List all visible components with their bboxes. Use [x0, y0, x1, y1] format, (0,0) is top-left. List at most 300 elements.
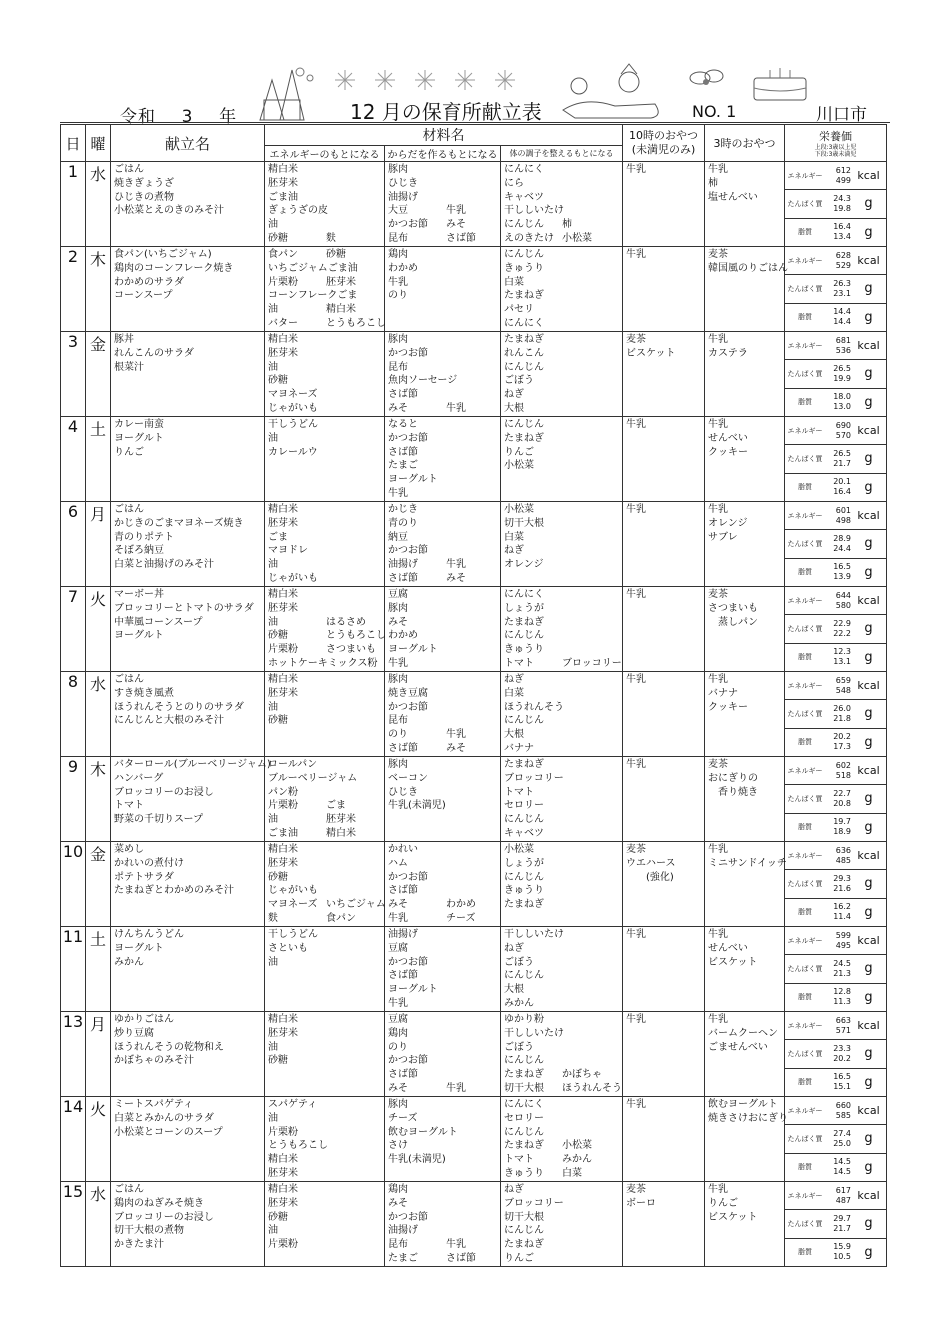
ingredient: しょうが	[504, 602, 544, 614]
ingredient: にんじん	[504, 219, 544, 231]
ingredient-line	[268, 333, 382, 347]
ingredient: みそ	[388, 1082, 408, 1094]
ingredient: かつお節	[388, 956, 428, 968]
dish-cell	[111, 162, 265, 247]
ingredient: ごま	[337, 290, 358, 302]
snack-line	[708, 673, 782, 687]
nutrition-cell	[785, 1097, 887, 1182]
fat-value-lower: 14.5	[833, 1167, 852, 1177]
snack-line	[708, 432, 782, 446]
ingredient	[562, 728, 620, 742]
condition-foods-list	[501, 502, 622, 586]
protein-value-lower: 19.9	[833, 373, 852, 383]
ingredient: ベーコン	[388, 772, 428, 784]
ingredient: 豚肉	[388, 1099, 408, 1110]
ingredient	[326, 544, 382, 558]
fat-values	[825, 647, 851, 667]
ingredient-line	[504, 503, 620, 517]
energy-label: エネルギー	[787, 1021, 823, 1030]
ingredient-line	[388, 218, 498, 232]
day-row	[61, 587, 887, 672]
ingredient: ブルーベリージャム	[268, 772, 358, 784]
ingredient-line	[388, 629, 498, 643]
ingredient: 柿	[562, 219, 572, 231]
ingredient-line	[504, 163, 620, 177]
dish-line	[114, 503, 262, 517]
ingredient-line	[504, 177, 620, 191]
ingredient: 牛乳(未満児)	[388, 1154, 446, 1166]
nutrition-box	[785, 247, 886, 331]
ingredient-line	[504, 843, 620, 857]
energy-value-upper: 644	[835, 590, 852, 600]
protein-value-upper: 22.9	[833, 618, 852, 628]
ingredient: 大根	[504, 729, 524, 741]
ingredient	[446, 857, 498, 871]
dish-name: 炒り豆腐	[114, 1027, 154, 1039]
ingredient: さば節	[388, 389, 418, 401]
ingredient	[562, 276, 620, 290]
ingredient: さば節	[446, 232, 476, 244]
fat-values	[825, 1242, 851, 1262]
ingredient-line	[388, 728, 498, 742]
ingredient	[562, 418, 620, 432]
snack-line	[626, 758, 702, 772]
ingredient	[326, 558, 382, 572]
ingredient-line	[268, 1224, 382, 1238]
ingredient-line	[388, 248, 498, 262]
fat-value-upper: 12.8	[833, 987, 852, 997]
condition-foods-list	[501, 417, 622, 501]
ingredient	[446, 177, 498, 191]
dish-line	[114, 1224, 262, 1238]
ingredient: 昆布	[388, 1239, 408, 1251]
dish-name: かぼちゃのみそ汁	[114, 1055, 194, 1067]
snack-item: クッキー	[708, 701, 749, 713]
protein-value-lower: 21.7	[833, 1223, 852, 1233]
dish-line	[114, 544, 262, 558]
dish-name	[114, 317, 262, 331]
ingredient: きゅうり	[504, 885, 544, 897]
fat-value-lower: 14.4	[833, 317, 852, 327]
ingredient-line	[504, 643, 620, 657]
ingredient-line	[388, 163, 498, 177]
ingredient: にんじん	[504, 1055, 544, 1067]
snack-line	[708, 1211, 782, 1225]
snack-line	[708, 1027, 782, 1041]
ingredient-line	[268, 616, 382, 630]
dish-line	[114, 687, 262, 701]
ingredient: 油	[268, 304, 278, 316]
snack-item: 牛乳	[708, 1014, 729, 1025]
dish-name: ほうれんそうの乾物和え	[114, 1041, 224, 1053]
snack3-list	[705, 417, 784, 459]
ingredient	[562, 347, 620, 361]
ingredient: 牛乳	[388, 657, 408, 669]
dish-name	[114, 218, 262, 232]
protein-value-upper: 26.5	[833, 448, 852, 458]
ingredient: 片栗粉	[268, 276, 298, 288]
dish-name: ブロッコリーのお浸し	[114, 1211, 214, 1223]
snack-item: ビスケット	[708, 1211, 758, 1223]
snack-line	[626, 857, 702, 871]
ingredient-line	[268, 857, 382, 871]
ingredient: しょうが	[504, 857, 544, 869]
ingredient-line	[388, 1013, 498, 1027]
ingredient	[326, 388, 382, 402]
ingredient: にんにく	[504, 317, 544, 329]
ingredient-line	[388, 503, 498, 517]
energy-row	[785, 502, 886, 530]
protein-value-lower: 22.2	[833, 628, 852, 638]
ingredient	[268, 1252, 326, 1266]
ingredient-line	[388, 517, 498, 531]
snack-line	[708, 503, 782, 517]
ingredient-line	[268, 1153, 382, 1167]
ingredient-line	[268, 1098, 382, 1112]
ingredient	[326, 997, 382, 1011]
ingredient-line	[388, 432, 498, 446]
fat-value-lower: 13.4	[833, 232, 852, 242]
energy-foods-cell	[265, 162, 385, 247]
energy-foods-cell	[265, 927, 385, 1012]
dish-name: 焼きぎょうざ	[114, 177, 174, 189]
ingredient: 小松菜	[562, 1140, 592, 1152]
snack-line	[708, 418, 782, 432]
snack-item: 牛乳	[708, 334, 729, 345]
day-number-cell	[61, 927, 86, 1012]
ingredient: 豚肉	[388, 164, 408, 175]
body-foods-list	[385, 332, 500, 416]
ingredient-line	[504, 742, 620, 756]
ingredient	[446, 786, 498, 800]
ingredient	[326, 432, 382, 446]
ingredient: じゃがいも	[268, 885, 318, 897]
snack10-label: 10時のおやつ	[629, 129, 699, 142]
ingredient	[326, 1098, 382, 1112]
ingredient: のり	[388, 290, 408, 302]
ingredient	[268, 997, 326, 1011]
ingredient-line	[268, 714, 382, 728]
ingredient-line	[388, 643, 498, 657]
ingredient-line	[504, 248, 620, 262]
ingredient-line	[388, 572, 498, 586]
ingredient	[326, 361, 382, 375]
ingredient-line	[268, 531, 382, 545]
ingredient	[446, 997, 498, 1011]
ingredient	[326, 1167, 382, 1181]
ingredient: 青のり	[388, 517, 418, 529]
dish-line	[114, 928, 262, 942]
col-header-condition-foods: 体の調子を整えるもとになる	[501, 146, 623, 162]
ingredient: 豆腐	[388, 1014, 408, 1025]
fat-value-lower: 17.3	[833, 742, 852, 752]
ingredient	[268, 983, 326, 997]
snack-item: (強化)	[626, 871, 674, 883]
ingredient	[326, 728, 382, 742]
fat-value-lower: 10.5	[833, 1252, 852, 1262]
energy-values	[825, 676, 851, 696]
snack-item: カステラ	[708, 347, 748, 359]
ingredient	[562, 602, 620, 616]
protein-value-upper: 23.3	[833, 1043, 852, 1053]
ingredient	[446, 432, 498, 446]
snack-item: クッキー	[708, 446, 749, 458]
protein-value-upper: 26.0	[833, 703, 852, 713]
dish-name: みかん	[114, 956, 144, 968]
ingredient	[326, 786, 382, 800]
snack-item: ボーロ	[626, 1197, 657, 1209]
ingredient-line	[504, 1139, 620, 1153]
dish-name: すき焼き風煮	[114, 687, 174, 699]
ingredient	[562, 616, 620, 630]
dish-line	[114, 163, 262, 177]
snack10-list	[623, 927, 704, 942]
ingredient-line	[268, 572, 382, 586]
dish-list	[111, 757, 271, 841]
day-row	[61, 162, 887, 247]
nutrition-cell	[785, 332, 887, 417]
ingredient-line	[268, 262, 382, 276]
ingredient	[326, 572, 382, 586]
dish-line	[114, 418, 262, 432]
dish-list	[111, 1182, 264, 1266]
dish-name: ヨーグルト	[114, 432, 164, 444]
snack-item: ウエハース	[626, 857, 676, 869]
ingredient	[562, 884, 620, 898]
ingredient	[268, 1082, 326, 1096]
day-row	[61, 502, 887, 587]
ingredient: 豚肉	[388, 334, 408, 345]
condition-foods-list	[501, 1097, 622, 1181]
ingredient-line	[504, 1041, 620, 1055]
ingredient: 油揚げ	[388, 929, 418, 940]
energy-value-lower: 487	[835, 1195, 852, 1205]
ingredient	[562, 374, 620, 388]
snack3-cell	[705, 672, 785, 757]
energy-label: エネルギー	[787, 936, 823, 945]
fat-label: 脂質	[798, 823, 813, 832]
dish-name	[114, 742, 262, 756]
day-row	[61, 1182, 887, 1267]
dish-cell	[111, 757, 271, 842]
day-number: 7	[67, 587, 79, 606]
ingredient-line	[388, 402, 498, 416]
ingredient: トマト	[504, 1154, 534, 1166]
fat-value-lower: 13.1	[833, 657, 852, 667]
condition-foods-cell	[501, 842, 623, 927]
ingredient-line	[504, 1112, 620, 1126]
ingredient-line	[388, 276, 498, 290]
ingredient-line	[388, 912, 498, 926]
snack3-list	[705, 587, 784, 629]
ingredient: セロリー	[504, 800, 544, 812]
dish-line	[114, 572, 262, 586]
day-number: 14	[62, 1097, 84, 1116]
day-number-cell	[61, 417, 86, 502]
ingredient	[446, 262, 498, 276]
protein-row	[785, 1040, 886, 1068]
fat-unit: g	[864, 989, 873, 1005]
body-foods-cell	[385, 502, 501, 587]
energy-foods-cell	[265, 1012, 385, 1097]
ingredient	[504, 487, 562, 501]
snack3-cell	[705, 1012, 785, 1097]
dish-line	[114, 218, 262, 232]
protein-values	[825, 704, 851, 724]
ingredient: 胚芽米	[268, 1167, 298, 1179]
ingredient: 麩	[268, 912, 278, 924]
ingredient	[562, 262, 620, 276]
ingredient-line	[268, 459, 382, 473]
weekday: 金	[89, 335, 106, 354]
fat-row	[785, 984, 886, 1011]
ingredient-line	[504, 418, 620, 432]
dish-cell	[111, 247, 265, 332]
energy-foods-list	[265, 162, 384, 246]
ingredient	[357, 772, 382, 786]
ingredient: みそ	[446, 219, 466, 231]
ingredient	[326, 1013, 382, 1027]
weekday: 土	[89, 420, 106, 439]
protein-value-lower: 21.6	[833, 883, 852, 893]
snack-line	[708, 1013, 782, 1027]
snack-line	[626, 928, 702, 942]
nutrition-cell	[785, 1182, 887, 1267]
ingredient: 砂糖	[268, 232, 288, 244]
snack-line	[708, 1112, 789, 1126]
snack10-cell	[623, 757, 705, 842]
fat-values	[825, 222, 851, 242]
ingredient	[446, 616, 498, 630]
ingredient	[446, 459, 498, 473]
condition-foods-list	[501, 332, 622, 416]
ingredient-line	[504, 786, 620, 800]
ingredient: 砂糖	[268, 871, 288, 883]
snack10-cell	[623, 162, 705, 247]
ingredient: とうもろこし	[326, 630, 386, 642]
body-foods-list	[385, 1012, 500, 1096]
snack10-cell	[623, 927, 705, 1012]
ingredient: さば節	[388, 446, 418, 458]
protein-value-lower: 20.2	[833, 1053, 852, 1063]
energy-value-upper: 660	[835, 1100, 852, 1110]
dish-line	[114, 912, 262, 926]
ingredient: にんじん	[504, 871, 544, 883]
ingredient	[446, 1054, 498, 1068]
nutrition-box	[785, 417, 886, 501]
ingredient: きゅうり	[504, 262, 544, 274]
snack-line	[708, 262, 789, 276]
ingredient-line	[504, 1224, 620, 1238]
snack10-cell	[623, 842, 705, 927]
dish-name	[114, 969, 262, 983]
ingredient-line	[388, 1112, 498, 1126]
ingredient: たまご	[388, 1252, 418, 1264]
snack-item: 牛乳	[708, 504, 729, 515]
energy-values	[825, 846, 851, 866]
nutrition-cell	[785, 757, 887, 842]
snack-line	[626, 248, 702, 262]
energy-unit: kcal	[857, 339, 880, 353]
ingredient: 油	[268, 1041, 278, 1053]
ingredient	[446, 248, 498, 262]
dish-line	[114, 843, 262, 857]
fat-row	[785, 1154, 886, 1181]
energy-unit: kcal	[857, 1019, 880, 1033]
ingredient: 精白米	[268, 589, 298, 600]
snack3-cell	[705, 842, 785, 927]
ingredient: わかめ	[388, 630, 418, 642]
fat-value-upper: 16.4	[833, 222, 852, 232]
dish-line	[114, 276, 262, 290]
protein-values	[825, 364, 851, 384]
ingredient-line	[268, 884, 382, 898]
dish-line	[114, 1153, 262, 1167]
protein-values	[825, 534, 851, 554]
nutrition-cell	[785, 502, 887, 587]
dish-line	[114, 517, 262, 531]
snack-line	[708, 517, 782, 531]
ingredient-line	[388, 558, 498, 572]
ingredient-line	[268, 728, 382, 742]
fat-unit: g	[864, 479, 873, 495]
energy-unit: kcal	[857, 679, 880, 693]
day-number-cell	[61, 1012, 86, 1097]
dish-cell	[111, 417, 265, 502]
ingredient	[562, 643, 620, 657]
energy-value-lower: 580	[835, 600, 852, 610]
ingredient: みそ	[388, 899, 408, 911]
ingredient: さば節	[388, 572, 418, 584]
snack10-list	[623, 417, 704, 432]
dish-line	[114, 813, 262, 827]
protein-row	[785, 360, 886, 388]
ingredient	[326, 1153, 382, 1167]
ingredient	[268, 728, 326, 742]
dish-line	[114, 884, 262, 898]
dish-cell	[111, 1012, 265, 1097]
protein-values	[825, 619, 851, 639]
ingredient-line	[388, 758, 498, 772]
dish-line	[114, 262, 262, 276]
ingredient-line	[504, 871, 620, 885]
dish-name: わかめのサラダ	[114, 276, 184, 288]
dish-list	[111, 842, 264, 926]
ingredient-line	[504, 303, 620, 317]
ingredient: 食パン	[268, 249, 298, 260]
ingredient: たまご	[388, 460, 418, 472]
energy-value-upper: 617	[835, 1185, 852, 1195]
weekday: 水	[89, 1185, 106, 1204]
snack10-note: (未満児のみ)	[631, 143, 696, 156]
energy-row	[785, 247, 886, 275]
snack3-list	[705, 927, 784, 969]
dish-line	[114, 786, 262, 800]
snack-line	[708, 1197, 782, 1211]
energy-value-upper: 601	[835, 505, 852, 515]
dish-name: けんちんうどん	[114, 929, 184, 940]
ingredient-line	[504, 517, 620, 531]
ingredient: チーズ	[446, 912, 476, 924]
energy-foods-cell	[265, 842, 385, 927]
day-number: 2	[67, 247, 79, 266]
weekday: 火	[89, 1100, 106, 1119]
ingredient: たまねぎ	[504, 1069, 544, 1081]
ingredient	[446, 772, 498, 786]
snack-item: 牛乳	[708, 419, 729, 430]
snack3-list	[705, 162, 784, 204]
dish-line	[114, 374, 262, 388]
